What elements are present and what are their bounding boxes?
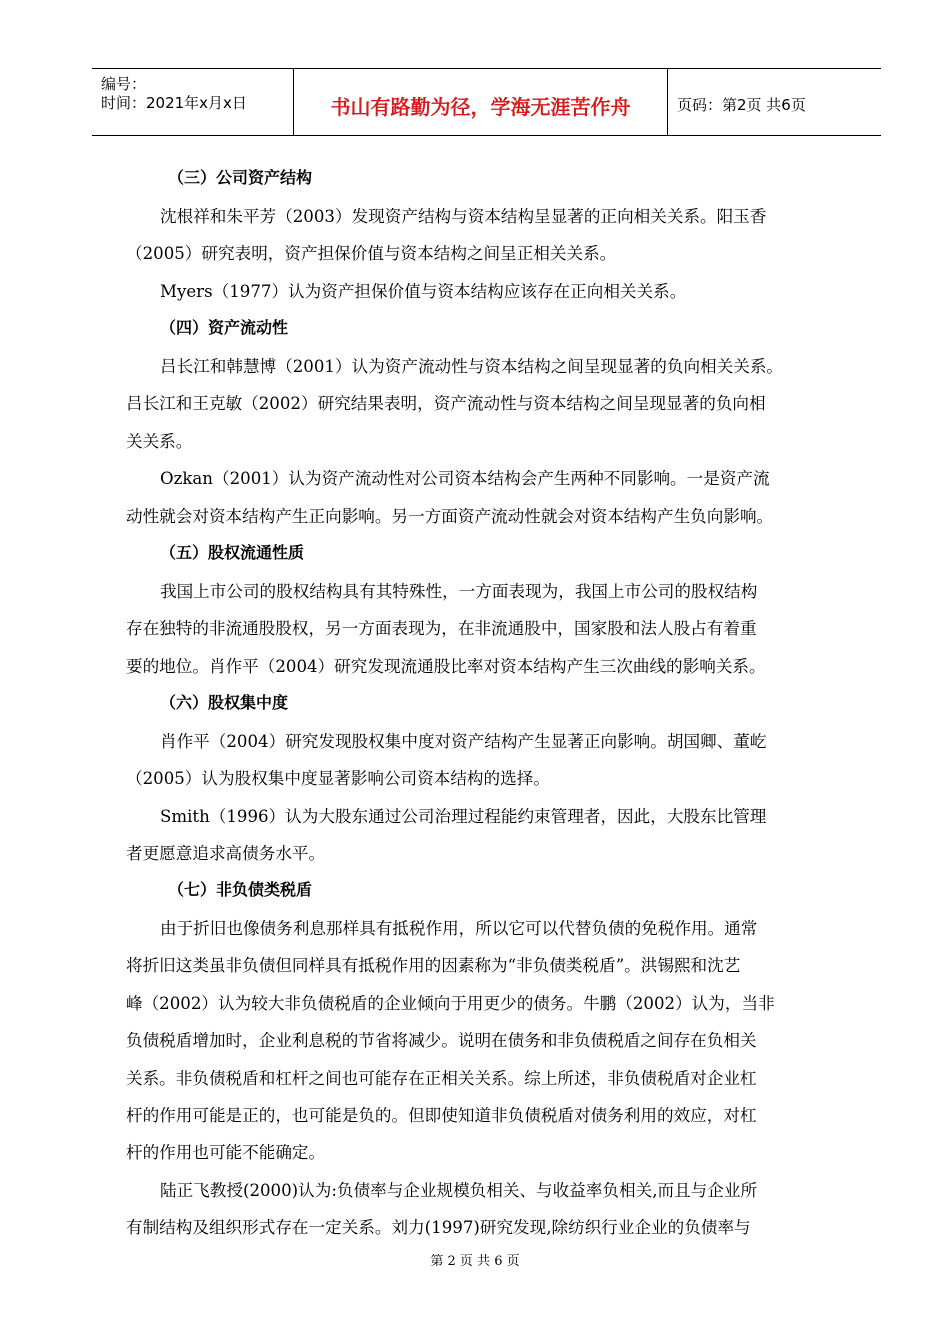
- section-heading: （四）资产流动性: [160, 318, 289, 337]
- header-motto-cell: [294, 69, 668, 135]
- paragraph-line: 存在独特的非流通股股权，另一方面表现为，在非流通股中，国家股和法人股占有着重: [126, 619, 757, 638]
- paragraph-line: 要的地位。肖作平（2004）研究发现流通股比率对资本结构产生三次曲线的影响关系。: [126, 657, 766, 676]
- paragraph-line: 者更愿意追求高债务水平。: [126, 844, 326, 863]
- header-motto: 书山有路勤为径，学海无涯苦作舟: [330, 95, 631, 119]
- paragraph-line: 肖作平（2004）研究发现股权集中度对资产结构产生显著正向影响。胡国卿、董屹: [160, 732, 767, 751]
- page-header: [92, 68, 881, 136]
- paragraph-line: 杆的作用也可能不能确定。: [126, 1143, 326, 1162]
- paragraph-line: 峰（2002）认为较大非负债税盾的企业倾向于用更少的债务。牛鹏（2002）认为，当非: [126, 994, 775, 1013]
- paragraph-line: 我国上市公司的股权结构具有其特殊性，一方面表现为，我国上市公司的股权结构: [160, 582, 758, 601]
- paragraph-line: 动性就会对资本结构产生正向影响。另一方面资产流动性就会对资本结构产生负向影响。: [126, 507, 774, 526]
- paragraph-line: 吕长江和韩慧博（2001）认为资产流动性与资本结构之间呈现显著的负向相关关系。: [160, 357, 784, 376]
- document-id-label: 编号：: [101, 75, 147, 93]
- document-time-label: 时间：2021年x月x日: [101, 94, 247, 112]
- paragraph-line: 陆正飞教授(2000)认为:负债率与企业规模负相关、与收益率负相关,而且与企业所: [160, 1181, 758, 1200]
- section-heading: （六）股权集中度: [160, 693, 289, 712]
- paragraph-line: 负债税盾增加时，企业利息税的节省将减少。说明在债务和非负债税盾之间存在负相关: [126, 1031, 757, 1050]
- section-heading: （五）股权流通性质: [160, 543, 305, 562]
- paragraph-line: （2005）认为股权集中度显著影响公司资本结构的选择。: [126, 769, 550, 788]
- paragraph-line: 将折旧这类虽非负债但同样具有抵税作用的因素称为“非负债类税盾”。洪锡熙和沈艺: [126, 956, 741, 975]
- header-page-cell: [668, 69, 881, 135]
- header-page-code: 页码：第2页 共6页: [677, 96, 806, 114]
- section-heading: （七）非负债类税盾: [168, 880, 313, 899]
- paragraph-line: 由于折旧也像债务利息那样具有抵税作用，所以它可以代替负债的免税作用。通常: [160, 919, 758, 938]
- section-heading: （三）公司资产结构: [168, 168, 313, 187]
- paragraph-line: 关系。非负债税盾和杠杆之间也可能存在正相关关系。综上所述，非负债税盾对企业杠: [126, 1069, 757, 1088]
- paragraph-line: （2005）研究表明，资产担保价值与资本结构之间呈正相关关系。: [126, 244, 617, 263]
- paragraph-line: 关关系。: [126, 432, 193, 451]
- paragraph-line: 吕长江和王克敏（2002）研究结果表明，资产流动性与资本结构之间呈现显著的负向相: [126, 394, 766, 413]
- paragraph-line: 沈根祥和朱平芳（2003）发现资产结构与资本结构呈显著的正向相关关系。阳玉香: [160, 207, 767, 226]
- header-info-cell: [92, 69, 294, 135]
- paragraph-line: 杆的作用可能是正的，也可能是负的。但即使知道非负债税盾对债务利用的效应，对杠: [126, 1106, 757, 1125]
- paragraph-line: Ozkan（2001）认为资产流动性对公司资本结构会产生两种不同影响。一是资产流: [160, 469, 770, 488]
- page-footer: 第 2 页 共 6 页: [430, 1254, 520, 1269]
- paragraph-line: Myers（1977）认为资产担保价值与资本结构应该存在正向相关关系。: [160, 282, 687, 301]
- paragraph-line: 有制结构及组织形式存在一定关系。刘力(1997)研究发现,除纺织行业企业的负债率与: [126, 1218, 751, 1237]
- paragraph-line: Smith（1996）认为大股东通过公司治理过程能约束管理者，因此，大股东比管理: [160, 807, 767, 826]
